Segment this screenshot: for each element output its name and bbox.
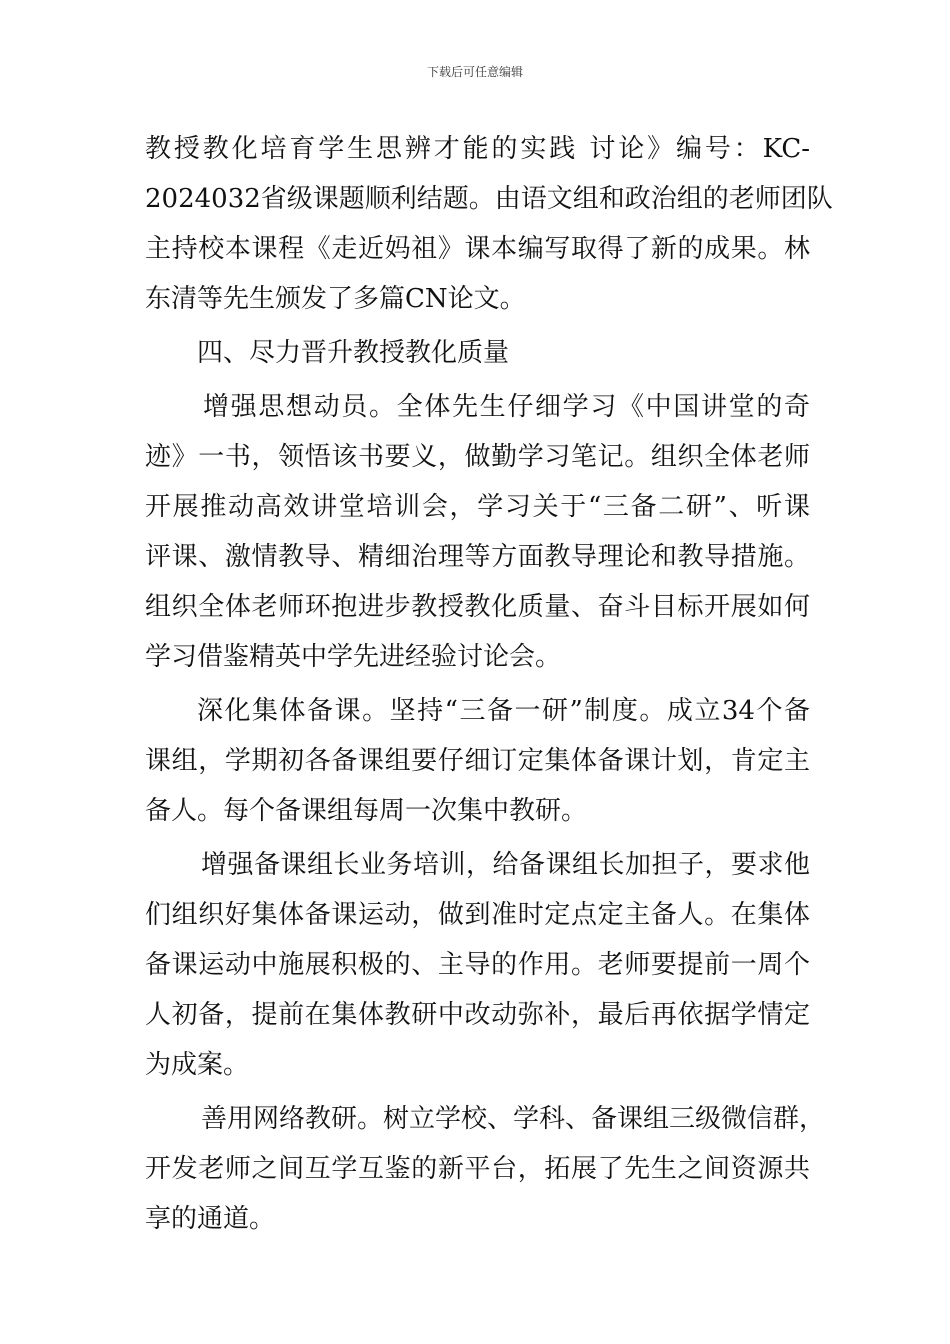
body-line: 课组，学期初各备课组要仔细订定集体备课计划，肯定主 xyxy=(145,746,810,776)
body-line: 善用网络教研。树立学校、学科、备课组三级微信群， xyxy=(201,1104,826,1134)
body-line: 主持校本课程《走近妈祖》课本编写取得了新的成果。林 xyxy=(145,234,810,264)
document-body xyxy=(145,124,833,1244)
body-line: 学习借鉴精英中学先进经验讨论会。 xyxy=(145,642,562,672)
body-line: 增强备课组长业务培训，给备课组长加担子，要求他 xyxy=(201,850,810,880)
body-line: 东清等先生颁发了多篇CN论文。 xyxy=(145,284,526,314)
body-line: 开发老师之间互学互鉴的新平台，拓展了先生之间资源共 xyxy=(145,1154,810,1184)
body-line: 组织全体老师环抱进步教授教化质量、奋斗目标开展如何 xyxy=(145,592,810,622)
body-line: 为成案。 xyxy=(145,1050,250,1080)
body-line: 人初备，提前在集体教研中改动弥补，最后再依据学情定 xyxy=(145,1000,810,1030)
body-line: 们组织好集体备课运动，做到准时定点定主备人。在集体 xyxy=(145,900,810,930)
body-line: 教授教化培育学生思辨才能的实践 讨论》编号：KC- xyxy=(145,134,810,164)
body-line: 备课运动中施展积极的、主导的作用。老师要提前一周个 xyxy=(145,950,810,980)
body-line: 评课、激情教导、精细治理等方面教导理论和教导措施。 xyxy=(145,542,810,572)
section-heading: 四、尽力晋升教授教化质量 xyxy=(197,338,510,368)
body-line: 备人。每个备课组每周一次集中教研。 xyxy=(145,796,588,826)
body-line: 深化集体备课。坚持“三备一研”制度。成立34个备 xyxy=(197,696,810,726)
body-line: 享的通道。 xyxy=(145,1204,276,1234)
body-line: 增强思想动员。全体先生仔细学习《中国讲堂的奇 xyxy=(203,392,810,422)
body-line: 开展推动高效讲堂培训会，学习关于“三备二研”、听课 xyxy=(145,492,810,522)
body-line: 迹》一书，领悟该书要义，做勤学习笔记。组织全体老师 xyxy=(145,442,810,472)
page-header-note: 下载后可任意编辑 xyxy=(426,65,523,79)
body-line: 2024032省级课题顺利结题。由语文组和政治组的老师团队 xyxy=(145,184,833,214)
